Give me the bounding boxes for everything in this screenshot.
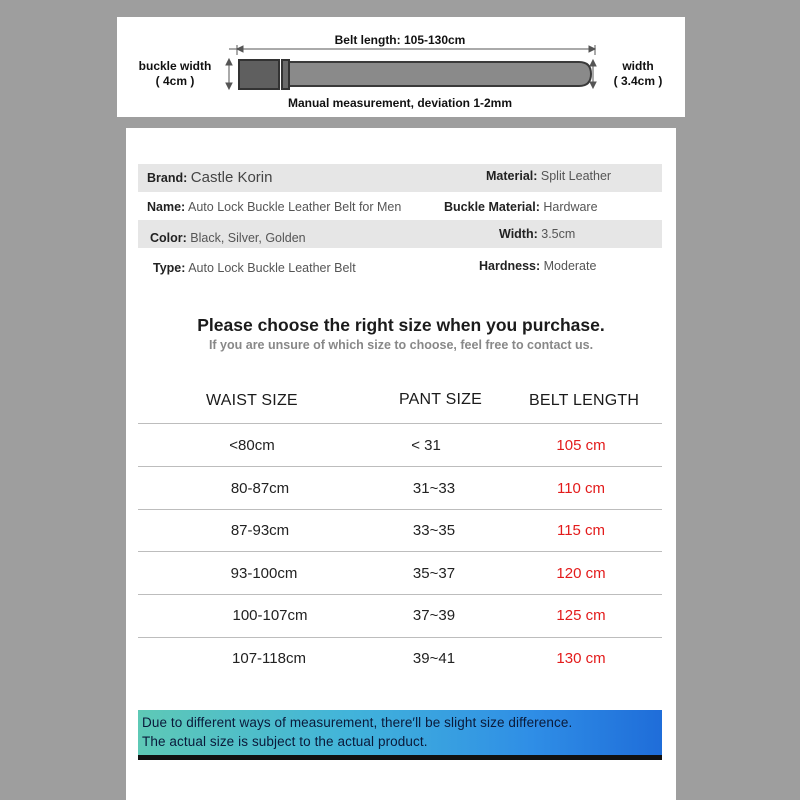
pant-cell: < 31: [411, 437, 441, 454]
spec-name: [147, 199, 401, 215]
spec-key: Material:: [486, 169, 538, 183]
belt-length-cell: 105 cm: [556, 437, 606, 454]
spec-buckle-material: [444, 199, 598, 215]
pant-cell: 37~39: [412, 607, 456, 624]
spec-value: Black, Silver, Golden: [190, 231, 306, 245]
column-header-pant: PANT SIZE: [399, 391, 483, 408]
spec-type: [153, 260, 356, 276]
spec-value: Auto Lock Buckle Leather Belt: [188, 261, 356, 275]
pant-cell: 35~37: [412, 565, 456, 582]
waist-cell: 100-107cm: [232, 607, 308, 624]
measurement-note: Manual measurement, deviation 1-2mm: [287, 96, 513, 110]
belt-length-cell: 115 cm: [556, 522, 606, 539]
table-separator: [138, 466, 662, 467]
belt-keeper: [282, 60, 289, 89]
spec-key: Width:: [499, 227, 538, 241]
size-guide-subheading: If you are unsure of which size to choose, feel free to contact us.: [208, 338, 594, 352]
belt-length-label: Belt length: 105-130cm: [334, 33, 466, 47]
table-separator: [138, 551, 662, 552]
spec-material: [486, 168, 611, 184]
note-line-2: The actual size is subject to the actual product.: [142, 734, 428, 749]
belt-length-dimension-line: [229, 45, 595, 55]
table-separator: [138, 423, 662, 424]
spec-brand: [147, 170, 272, 186]
column-header-belt: BELT LENGTH: [529, 392, 640, 409]
belt-diagram-panel: [117, 17, 685, 117]
spec-key: Buckle Material:: [444, 200, 540, 214]
table-separator: [138, 594, 662, 595]
spec-key: Name:: [147, 200, 186, 214]
strap-width-value: ( 3.4cm ): [613, 74, 663, 88]
pant-cell: 31~33: [412, 480, 456, 497]
brand-value: Castle Korin: [190, 169, 273, 186]
pant-cell: 33~35: [412, 522, 456, 539]
spec-value: Moderate: [543, 259, 597, 273]
belt-length-cell: 120 cm: [556, 565, 606, 582]
table-separator: [138, 509, 662, 510]
waist-cell: 87-93cm: [230, 522, 290, 539]
size-guide-heading: Please choose the right size when you purchase.: [197, 315, 605, 335]
belt-length-cell: 110 cm: [556, 480, 606, 497]
belt-strap: [287, 62, 591, 86]
waist-cell: <80cm: [229, 437, 275, 454]
spec-value: 3.5cm: [541, 227, 576, 241]
spec-value: Auto Lock Buckle Leather Belt for Men: [188, 200, 402, 214]
table-separator: [138, 637, 662, 638]
spec-value: Split Leather: [540, 169, 612, 183]
note-line-1: Due to different ways of measurement, there′ll be slight size difference.: [142, 715, 573, 730]
spec-key: Type:: [153, 261, 186, 275]
size-difference-note: [138, 710, 662, 760]
buckle-width-dimension-line: [226, 59, 232, 89]
spec-width: [499, 226, 575, 242]
waist-cell: 93-100cm: [230, 565, 298, 582]
waist-cell: 107-118cm: [232, 650, 306, 667]
belt-buckle: [239, 60, 279, 89]
product-info-panel: [126, 128, 676, 800]
column-header-waist: WAIST SIZE: [206, 392, 298, 409]
spec-key: Brand:: [147, 171, 188, 185]
pant-cell: 39~41: [412, 650, 456, 667]
note-underline-bar: [138, 755, 662, 760]
buckle-width-value: ( 4cm ): [155, 74, 195, 88]
waist-cell: 80-87cm: [230, 480, 290, 497]
spec-value: Hardware: [543, 200, 598, 214]
buckle-width-label: buckle width: [138, 59, 212, 73]
belt-length-cell: 130 cm: [556, 650, 606, 667]
strap-width-label: width: [622, 59, 654, 73]
belt-length-cell: 125 cm: [556, 607, 606, 624]
spec-color: [150, 230, 306, 246]
spec-hardness: [479, 258, 596, 274]
spec-key: Color:: [150, 231, 187, 245]
spec-key: Hardness:: [479, 259, 541, 273]
